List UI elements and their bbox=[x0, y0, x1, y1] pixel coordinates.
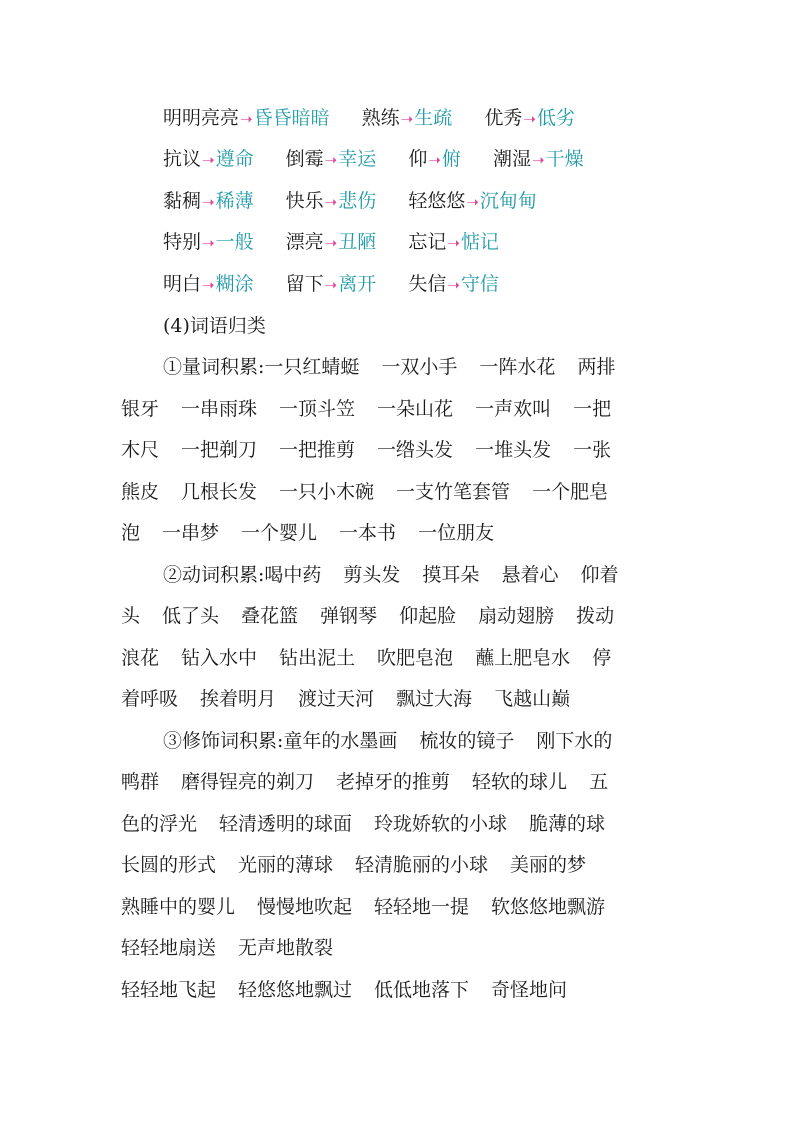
word-item: 一把 bbox=[573, 398, 612, 420]
antonym-row-2 bbox=[163, 147, 584, 172]
word-item: 轻清透明的球面 bbox=[219, 813, 353, 835]
word-line bbox=[121, 604, 614, 628]
word-item: 钻入水中 bbox=[181, 647, 258, 669]
word-item: 软悠悠地飘游 bbox=[491, 896, 606, 918]
word-item: 渡过天河 bbox=[298, 688, 375, 710]
word-item: 熟睡中的婴儿 bbox=[121, 896, 236, 918]
word-line bbox=[121, 687, 570, 711]
word-item: 磨得锃亮的剃刀 bbox=[181, 771, 315, 793]
word-item: 一串雨珠 bbox=[181, 398, 258, 420]
word-item: 玲珑娇软的小球 bbox=[374, 813, 508, 835]
word-item: 一朵山花 bbox=[377, 398, 454, 420]
word-item: 梳妆的镜子 bbox=[419, 730, 515, 752]
word-item: 木尺 bbox=[121, 439, 160, 461]
word-item: 刚下水的 bbox=[536, 730, 613, 752]
antonym-pair: 漂亮➝丑陋 bbox=[285, 231, 377, 253]
antonym-pair: 熟练➝生疏 bbox=[361, 107, 453, 129]
word-line bbox=[121, 480, 608, 504]
word-item: 一顶斗笠 bbox=[279, 398, 356, 420]
word-item: 轻轻地一提 bbox=[374, 896, 470, 918]
antonym-pair: 抗议➝遵命 bbox=[163, 148, 254, 170]
word-line bbox=[121, 397, 611, 421]
word-item: 慢慢地吹起 bbox=[257, 896, 353, 918]
word-item: 钻出泥土 bbox=[279, 647, 356, 669]
word-item: 吹肥皂泡 bbox=[377, 647, 454, 669]
antonym-row-5 bbox=[163, 272, 499, 297]
word-line bbox=[121, 812, 605, 836]
word-item: 几根长发 bbox=[181, 481, 258, 503]
word-item: 飞越山巅 bbox=[494, 688, 571, 710]
word-item: 仰起脸 bbox=[399, 605, 457, 627]
word-item: 轻轻地扇送 bbox=[121, 937, 217, 959]
word-line bbox=[163, 563, 618, 587]
word-item: 飘过大海 bbox=[396, 688, 473, 710]
word-line bbox=[163, 355, 615, 379]
word-item: 弹钢琴 bbox=[320, 605, 378, 627]
word-line bbox=[121, 978, 567, 1002]
word-item: 老掉牙的推剪 bbox=[336, 771, 451, 793]
word-item: 色的浮光 bbox=[121, 813, 198, 835]
antonym-pair: 倒霉➝幸运 bbox=[285, 148, 377, 170]
word-item: 着呼吸 bbox=[121, 688, 179, 710]
antonym-pair: 留下➝离开 bbox=[285, 273, 377, 295]
word-item: ②动词积累:喝中药 bbox=[163, 564, 322, 586]
word-item: 轻轻地飞起 bbox=[121, 979, 217, 1001]
antonym-pair: 优秀➝低劣 bbox=[484, 107, 575, 129]
word-item: 一本书 bbox=[339, 522, 397, 544]
word-item: 停 bbox=[592, 647, 612, 669]
word-item: 一阵水花 bbox=[479, 356, 556, 378]
word-item: 一声欢叫 bbox=[475, 398, 552, 420]
antonym-pair: 轻悠悠➝沉甸甸 bbox=[408, 190, 537, 212]
word-line bbox=[163, 729, 612, 753]
antonym-row-1 bbox=[163, 106, 575, 131]
word-item: 一支竹笔套管 bbox=[396, 481, 511, 503]
word-item: 美丽的梦 bbox=[510, 854, 587, 876]
word-item: 光丽的薄球 bbox=[238, 854, 334, 876]
word-item: 五 bbox=[589, 771, 609, 793]
word-item: 摸耳朵 bbox=[422, 564, 480, 586]
section-title: (4)词语归类 bbox=[163, 315, 266, 337]
word-item: 头 bbox=[121, 605, 141, 627]
word-item: 轻清脆丽的小球 bbox=[355, 854, 489, 876]
word-item: 一只小木碗 bbox=[279, 481, 375, 503]
word-item: 拨动 bbox=[576, 605, 615, 627]
word-line bbox=[121, 770, 608, 794]
word-item: 两排 bbox=[577, 356, 616, 378]
word-line bbox=[121, 936, 333, 960]
word-item: 浪花 bbox=[121, 647, 160, 669]
word-item: ①量词积累:一只红蜻蜓 bbox=[163, 356, 360, 378]
antonym-pair: 仰➝俯 bbox=[408, 148, 461, 170]
word-item: 一把推剪 bbox=[279, 439, 356, 461]
word-item: 挨着明月 bbox=[200, 688, 277, 710]
word-item: 一个肥皂 bbox=[532, 481, 609, 503]
word-item: ③修饰词积累:童年的水墨画 bbox=[163, 730, 398, 752]
antonym-pair: 失信➝守信 bbox=[408, 273, 499, 295]
antonym-pair: 潮湿➝干燥 bbox=[492, 148, 584, 170]
word-item: 银牙 bbox=[121, 398, 160, 420]
word-item: 长圆的形式 bbox=[121, 854, 217, 876]
antonym-pair: 忘记➝惦记 bbox=[408, 231, 499, 253]
word-item: 低了头 bbox=[162, 605, 220, 627]
word-item: 扇动翅膀 bbox=[478, 605, 555, 627]
word-item: 低低地落下 bbox=[374, 979, 470, 1001]
word-item: 悬着心 bbox=[501, 564, 559, 586]
antonym-row-4 bbox=[163, 230, 499, 255]
word-item: 轻软的球儿 bbox=[472, 771, 568, 793]
word-item: 鸭群 bbox=[121, 771, 160, 793]
word-item: 蘸上肥皂水 bbox=[475, 647, 571, 669]
word-item: 熊皮 bbox=[121, 481, 160, 503]
word-item: 无声地散裂 bbox=[238, 937, 334, 959]
antonym-pair: 明明亮亮➝昏昏暗暗 bbox=[163, 107, 330, 129]
word-line bbox=[121, 646, 611, 670]
antonym-pair: 特别➝一般 bbox=[163, 231, 254, 253]
antonym-pair: 快乐➝悲伤 bbox=[285, 190, 377, 212]
word-item: 仰着 bbox=[580, 564, 619, 586]
word-line bbox=[121, 895, 605, 919]
word-item: 一位朋友 bbox=[418, 522, 495, 544]
word-line bbox=[121, 853, 586, 877]
word-item: 剪头发 bbox=[343, 564, 401, 586]
word-item: 一堆头发 bbox=[475, 439, 552, 461]
word-item: 一个婴儿 bbox=[241, 522, 318, 544]
word-item: 脆薄的球 bbox=[529, 813, 606, 835]
word-item: 一把剃刀 bbox=[181, 439, 258, 461]
word-item: 叠花篮 bbox=[241, 605, 299, 627]
antonym-pair: 明白➝糊涂 bbox=[163, 273, 254, 295]
word-line bbox=[121, 521, 494, 545]
word-item: 奇怪地问 bbox=[491, 979, 568, 1001]
word-line bbox=[121, 438, 611, 462]
word-item: 一串梦 bbox=[162, 522, 220, 544]
word-item: 一绺头发 bbox=[377, 439, 454, 461]
word-item: 轻悠悠地飘过 bbox=[238, 979, 353, 1001]
antonym-pair: 黏稠➝稀薄 bbox=[163, 190, 254, 212]
word-item: 一张 bbox=[573, 439, 612, 461]
word-item: 泡 bbox=[121, 522, 141, 544]
antonym-row-3 bbox=[163, 189, 537, 214]
word-item: 一双小手 bbox=[381, 356, 458, 378]
